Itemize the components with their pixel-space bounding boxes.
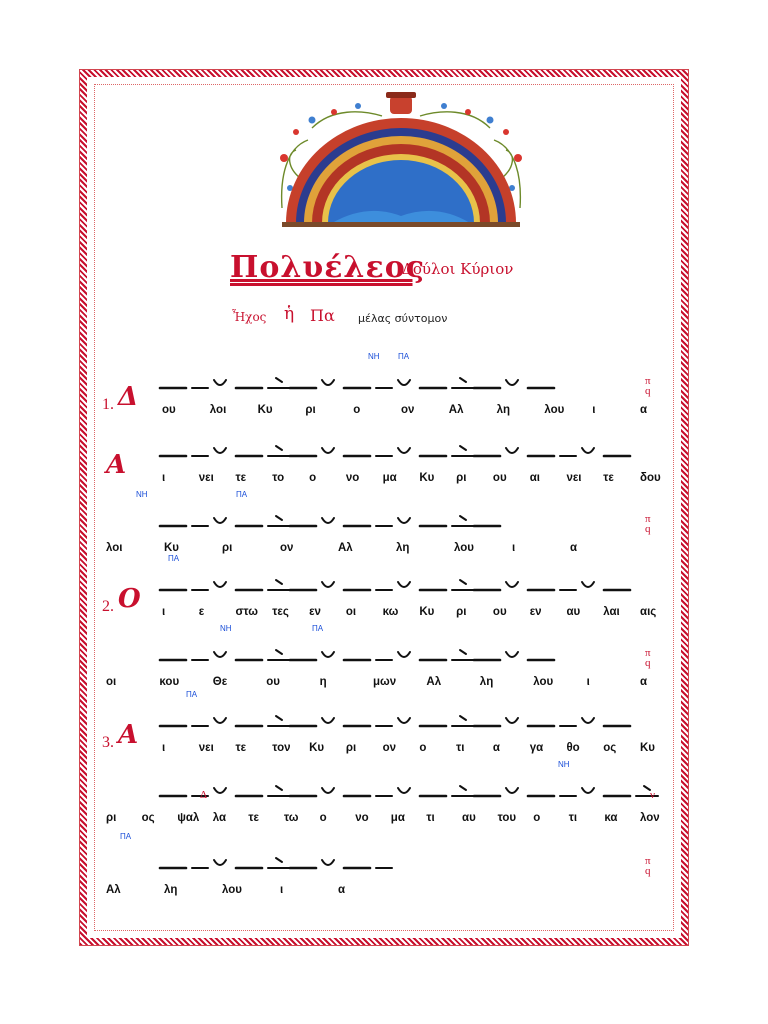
lyric-syllable: α bbox=[640, 404, 648, 416]
lyric-syllable: ον bbox=[401, 404, 415, 416]
score-line bbox=[100, 490, 670, 562]
neume-apostrofos bbox=[214, 788, 226, 793]
neume-staff bbox=[100, 368, 670, 398]
lyric-syllable: ρι bbox=[345, 742, 357, 754]
lyric-syllable: α bbox=[338, 884, 346, 896]
neume-apostrofos bbox=[214, 582, 226, 587]
neume-klasma bbox=[452, 580, 474, 590]
mode-label: Ἦχος bbox=[232, 310, 267, 324]
neume-staff bbox=[100, 706, 670, 736]
lyric-syllable: ε bbox=[198, 606, 205, 618]
lyric-syllable: τω bbox=[284, 812, 299, 824]
lyric-syllable: ρι bbox=[106, 812, 117, 824]
fthora-mid-sign: Δ bbox=[200, 789, 208, 801]
neume-staff bbox=[100, 436, 670, 466]
verse-number: 2. bbox=[102, 598, 114, 615]
lyric-syllable: τε bbox=[248, 812, 259, 824]
lyric-syllable: Αλ bbox=[426, 676, 442, 688]
lyric-syllable: ου bbox=[266, 676, 280, 688]
neume-apostrofos bbox=[506, 652, 518, 657]
verse-number: 1. bbox=[102, 396, 114, 413]
lyric-syllable: ι bbox=[162, 606, 166, 618]
lyric-syllable: λα bbox=[212, 812, 227, 824]
neume-apostrofos bbox=[322, 448, 334, 453]
neume-apostrofos bbox=[322, 582, 334, 587]
lyric-syllable: τον bbox=[272, 742, 291, 754]
fthora-pa-sign: π q bbox=[645, 647, 651, 669]
lyric-syllable: αις bbox=[640, 606, 657, 618]
neume-apostrofos bbox=[398, 448, 410, 453]
lyric-syllable: λοι bbox=[106, 542, 123, 554]
martyria-ni: ΝΗ bbox=[220, 624, 232, 633]
lyric-syllable: δου bbox=[640, 472, 661, 484]
lyric-syllable: τε bbox=[235, 742, 247, 754]
score-line bbox=[100, 436, 670, 492]
neume-apostrofos bbox=[506, 582, 518, 587]
martyria-ni: ΝΗ bbox=[368, 352, 380, 361]
mode-signature bbox=[232, 306, 532, 332]
lyric-syllable: α bbox=[570, 542, 578, 554]
neume-klasma bbox=[268, 516, 290, 526]
lyric-syllable: γα bbox=[529, 742, 544, 754]
lyric-syllable: ψαλ bbox=[177, 812, 200, 824]
hymn-title bbox=[230, 248, 590, 288]
neume-klasma bbox=[268, 378, 290, 388]
neume-apostrofos bbox=[214, 518, 226, 523]
lyric-syllable: λου bbox=[544, 404, 565, 416]
lyric-syllable: ρι bbox=[222, 542, 233, 554]
neume-apostrofos bbox=[322, 380, 334, 385]
lyric-syllable: Κυ bbox=[640, 742, 655, 754]
lyric-syllable: νο bbox=[355, 812, 369, 824]
lyric-syllable: νει bbox=[198, 472, 214, 484]
lyric-syllable: τε bbox=[235, 472, 247, 484]
neume-apostrofos bbox=[322, 718, 334, 723]
score-line bbox=[100, 832, 670, 904]
lyric-syllable: λου bbox=[222, 884, 242, 896]
neume-apostrofos bbox=[214, 860, 226, 865]
lyric-syllable: ου bbox=[492, 472, 507, 484]
neume-apostrofos bbox=[214, 652, 226, 657]
title-decorative: Πολυέλεος bbox=[230, 250, 425, 285]
lyric-syllable: ο bbox=[309, 472, 317, 484]
lyric-syllable: οι bbox=[345, 606, 357, 618]
neume-apostrofos bbox=[582, 448, 594, 453]
neume-apostrofos bbox=[506, 448, 518, 453]
lyric-syllable: ο bbox=[319, 812, 327, 824]
lyric-syllable: ον bbox=[280, 542, 294, 554]
neume-apostrofos bbox=[398, 518, 410, 523]
lyric-syllable: ι bbox=[512, 542, 516, 554]
lyric-syllable: ι bbox=[592, 404, 596, 416]
lyric-syllable: ι bbox=[280, 884, 284, 896]
neume-apostrofos bbox=[398, 788, 410, 793]
neume-apostrofos bbox=[506, 380, 518, 385]
martyria-pa: ΠΑ bbox=[120, 832, 132, 841]
lyric-syllable: μων bbox=[373, 676, 397, 688]
lyric-syllable: Θε bbox=[212, 676, 228, 688]
martyria-pa: ΠΑ bbox=[236, 490, 248, 499]
martyria-pa: ΠΑ bbox=[186, 690, 198, 699]
neume-apostrofos bbox=[214, 718, 226, 723]
lyric-syllable: ος bbox=[603, 742, 617, 754]
neume-apostrofos bbox=[398, 718, 410, 723]
drop-initial: Α bbox=[118, 720, 139, 750]
lyric-syllable: Κυ bbox=[419, 606, 435, 618]
lyric-syllable: μα bbox=[390, 812, 405, 824]
neume-apostrofos bbox=[398, 380, 410, 385]
neume-klasma bbox=[452, 650, 474, 660]
lyric-syllable: λη bbox=[496, 404, 511, 416]
lyric-syllable: αυ bbox=[462, 812, 476, 824]
lyric-syllable: ου bbox=[162, 404, 176, 416]
neume-apostrofos bbox=[322, 518, 334, 523]
lyric-syllable: ος bbox=[141, 812, 155, 824]
lyric-syllable: λοι bbox=[209, 404, 227, 416]
lyric-syllable: το bbox=[272, 472, 285, 484]
neume-apostrofos bbox=[398, 582, 410, 587]
neume-apostrofos bbox=[582, 582, 594, 587]
neume-staff bbox=[100, 506, 670, 536]
score-line bbox=[100, 624, 670, 696]
lyric-syllable: κω bbox=[382, 606, 399, 618]
neume-staff bbox=[100, 570, 670, 600]
lyric-syllable: ι bbox=[162, 472, 166, 484]
lyric-syllable: ο bbox=[419, 742, 427, 754]
lyric-syllable: τι bbox=[456, 742, 465, 754]
neume-apostrofos bbox=[506, 788, 518, 793]
lyric-syllable: ρι bbox=[456, 606, 467, 618]
neume-apostrofos bbox=[214, 448, 226, 453]
lyric-syllable: Κυ bbox=[419, 472, 435, 484]
score-line bbox=[100, 554, 670, 626]
neume-apostrofos bbox=[582, 788, 594, 793]
lyric-syllable: νει bbox=[198, 742, 214, 754]
melos-description: μέλας σύντομον bbox=[358, 312, 448, 325]
neume-apostrofos bbox=[506, 718, 518, 723]
lyric-syllable: νει bbox=[566, 472, 582, 484]
fthora-pa-sign: π q bbox=[645, 513, 651, 535]
lyric-syllable: λαι bbox=[603, 606, 620, 618]
mode-sign-1: ἡ bbox=[284, 304, 295, 324]
verse-number: 3. bbox=[102, 734, 114, 751]
martyria-pa: ΠΑ bbox=[398, 352, 410, 361]
lyric-syllable: νο bbox=[345, 472, 360, 484]
fthora-pa-sign: π q bbox=[645, 855, 651, 877]
score-line bbox=[100, 352, 670, 424]
lyric-syllable: αι bbox=[529, 472, 540, 484]
lyric-syllable: ι bbox=[586, 676, 590, 688]
neume-klasma bbox=[268, 716, 290, 726]
neume-klasma bbox=[268, 446, 290, 456]
neume-staff bbox=[100, 640, 670, 670]
lyric-syllable: λον bbox=[640, 812, 660, 824]
fthora-pa-sign: π q bbox=[645, 375, 651, 397]
title-text: Δούλοι Κύριον bbox=[402, 260, 514, 278]
lyric-syllable: ι bbox=[162, 742, 166, 754]
neume-staff bbox=[100, 848, 670, 878]
martyria-ni: ΝΗ bbox=[558, 760, 570, 769]
neume-klasma bbox=[452, 516, 474, 526]
lyric-syllable: ρι bbox=[456, 472, 467, 484]
neume-klasma bbox=[268, 580, 290, 590]
lyric-syllable: α bbox=[492, 742, 500, 754]
lyric-syllable: μα bbox=[382, 472, 397, 484]
score-line bbox=[100, 690, 670, 762]
lyric-syllable: τι bbox=[426, 812, 435, 824]
drop-initial: Ο bbox=[118, 584, 141, 614]
score-line bbox=[100, 760, 670, 832]
lyric-syllable: οι bbox=[106, 676, 117, 688]
lyric-syllable: ο bbox=[353, 404, 361, 416]
martyria-ni: ΝΗ bbox=[136, 490, 148, 499]
neume-apostrofos bbox=[398, 652, 410, 657]
lyric-syllable: λου bbox=[454, 542, 474, 554]
lyric-syllable: κου bbox=[159, 676, 180, 688]
fthora-right-sign: ν bbox=[650, 789, 655, 801]
neume-klasma bbox=[268, 650, 290, 660]
lyric-syllable: θο bbox=[566, 742, 580, 754]
lyric-syllable: λου bbox=[533, 676, 554, 688]
drop-initial: Α bbox=[106, 450, 127, 480]
lyric-syllable: Κυ bbox=[309, 742, 325, 754]
neume-apostrofos bbox=[214, 380, 226, 385]
lyric-syllable: ον bbox=[382, 742, 397, 754]
lyric-syllable: λη bbox=[479, 676, 494, 688]
lyric-syllable: Αλ bbox=[106, 884, 121, 896]
neume-klasma bbox=[452, 786, 474, 796]
lyric-syllable: η bbox=[319, 676, 327, 688]
lyric-syllable: ο bbox=[533, 812, 541, 824]
martyria-pa: ΠΑ bbox=[312, 624, 324, 633]
neume-klasma bbox=[452, 716, 474, 726]
martyria-pa: ΠΑ bbox=[168, 554, 180, 563]
lyric-syllable: λη bbox=[164, 884, 178, 896]
lyric-syllable: εν bbox=[309, 606, 321, 618]
lyric-syllable: ρι bbox=[305, 404, 316, 416]
lyric-syllable: Κυ bbox=[257, 404, 273, 416]
neume-staff bbox=[100, 776, 670, 806]
lyric-syllable: ου bbox=[492, 606, 507, 618]
byzantine-headpiece-ornament bbox=[272, 88, 530, 228]
lyric-syllable: του bbox=[497, 812, 517, 824]
neume-apostrofos bbox=[322, 860, 334, 865]
lyric-syllable: στω bbox=[235, 606, 258, 618]
lyric-syllable: αυ bbox=[566, 606, 581, 618]
lyric-syllable: Κυ bbox=[164, 542, 179, 554]
neume-klasma bbox=[268, 858, 290, 868]
neume-klasma bbox=[268, 786, 290, 796]
neume-klasma bbox=[452, 446, 474, 456]
lyric-syllable: τι bbox=[568, 812, 578, 824]
neume-apostrofos bbox=[322, 652, 334, 657]
lyric-syllable: εν bbox=[529, 606, 542, 618]
drop-initial: Δ bbox=[118, 382, 139, 412]
neume-apostrofos bbox=[322, 788, 334, 793]
lyric-syllable: κα bbox=[604, 812, 618, 824]
lyric-syllable: λη bbox=[396, 542, 410, 554]
mode-sign-2: Πα bbox=[310, 306, 335, 325]
neume-klasma bbox=[452, 378, 474, 388]
lyric-syllable: Αλ bbox=[338, 542, 353, 554]
lyric-syllable: τες bbox=[272, 606, 289, 618]
lyric-syllable: τε bbox=[603, 472, 614, 484]
lyric-syllable: α bbox=[640, 676, 648, 688]
neume-apostrofos bbox=[582, 718, 594, 723]
lyric-syllable: Αλ bbox=[448, 404, 464, 416]
